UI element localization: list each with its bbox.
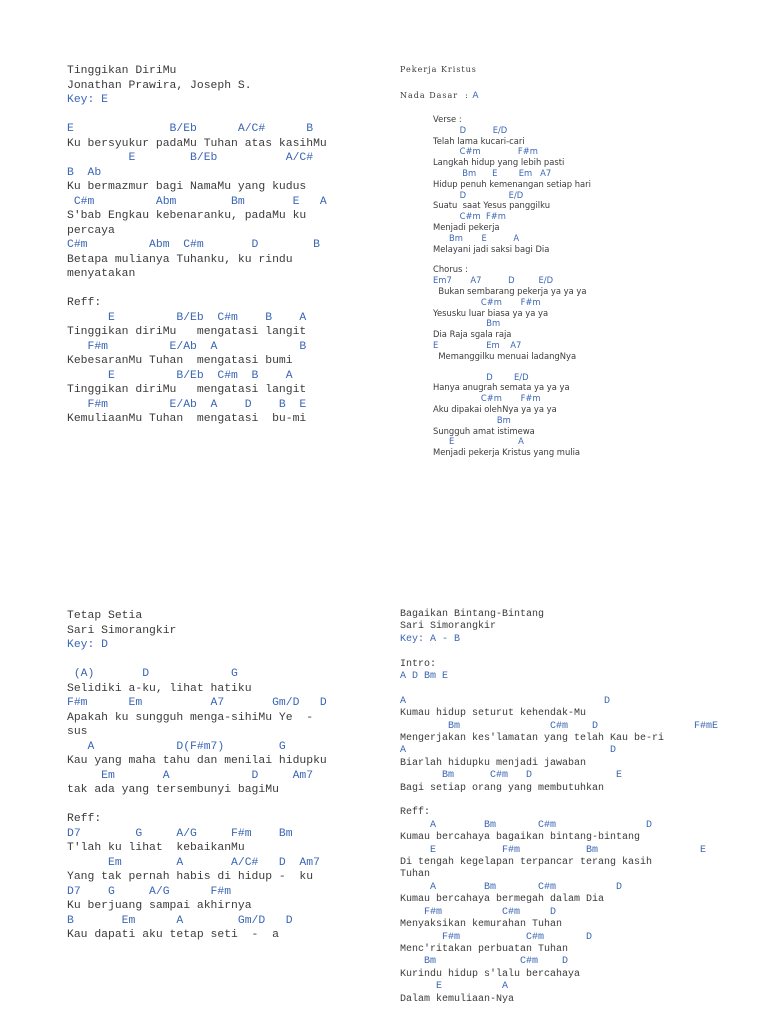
lyric-line: Bagaikan Bintang-Bintang [400, 609, 545, 620]
lyric-line: Telah lama kucari-cari [433, 135, 525, 146]
lyric-line: Hanya anugrah semata ya ya ya [433, 382, 570, 393]
lyric-line: Langkah hidup yang lebih pasti [433, 157, 565, 168]
basic-key-label: Nada Dasar : [400, 91, 469, 100]
lyric-line: Menc'ritakan perbuatan Tuhan [400, 943, 569, 955]
blank-line [433, 362, 730, 372]
blank-line [67, 282, 367, 297]
chord-line: Bm E A [433, 232, 520, 243]
lyric-line: Biarlah hidupku menjadi jawaban [400, 757, 587, 769]
lyric-line: percaya [67, 224, 115, 237]
lyric-line: Menjadi pekerja [433, 221, 500, 232]
chord-line: C#m F#m [433, 296, 541, 307]
lyric-line: Yesusku luar biasa ya ya ya [433, 307, 549, 318]
chord-line: Bm C#m D [400, 956, 569, 968]
chord-line: B Ab [67, 166, 102, 179]
lyric-line: KemuliaanMu Tuhan mengatasi bu-mi [67, 413, 307, 425]
chord-line: D E/D [433, 124, 508, 135]
song-title: Pekerja Kristus [400, 65, 477, 74]
chord-line: Em A A/C# D Am7 [67, 856, 320, 869]
lyric-line: S'bab Engkau kebenaranku, padaMu ku [67, 210, 307, 222]
lyric-line: Tinggikan DiriMu [67, 65, 177, 77]
lyric-line: Verse : [433, 114, 462, 124]
lyric-line: Tuhan [400, 869, 431, 881]
song-bagaikan-bintang [400, 609, 730, 1006]
song-pekerja-kristus [400, 64, 730, 458]
lyric-line: Kau yang maha tahu dan menilai hidupku [67, 755, 327, 767]
lyric-line: Dia Raja sgala raja [433, 329, 512, 340]
lyric-line: Yang tak pernah habis di hidup - ku [67, 871, 314, 883]
lyric-line: Reff: [67, 813, 102, 825]
chord-line: Bm [433, 414, 511, 425]
lyric-line: Tinggikan diriMu mengatasi langit [67, 326, 307, 338]
blank-line [400, 646, 730, 658]
lyric-line: Bukan sembarang pekerja ya ya ya [433, 285, 587, 296]
lyric-line: Reff: [67, 297, 102, 309]
chord-line: Key: E [67, 94, 109, 106]
lyric-line: Hidup penuh kemenangan setiap hari [433, 178, 591, 189]
lyric-line: Kurindu hidup s'lalu bercahaya [400, 968, 581, 980]
lyric-line: menyatakan [67, 268, 136, 280]
chord-line: E B/Eb C#m B A [67, 369, 293, 382]
lyric-line: Kumau bercahaya bermegah dalam Dia [400, 894, 605, 906]
chord-line: E Em A7 [433, 339, 522, 350]
chord-line: A D Bm E [400, 671, 449, 683]
chord-line: A D [400, 745, 617, 757]
song-tinggikan-dirimu [67, 64, 367, 427]
chord-line: (A) D G [67, 668, 238, 680]
lyric-line: Chorus : [433, 264, 468, 275]
chord-line: D7 G A/G F#m [67, 885, 232, 898]
chord-line: E B/Eb A/C# [67, 152, 314, 164]
lyric-line: Menjadi pekerja Kristus yang mulia [433, 447, 581, 458]
lyric-line: Reff: [400, 807, 431, 819]
chord-line: Em7 A7 D E/D [433, 275, 554, 286]
chord-line: A Bm C#m D [400, 819, 653, 831]
chord-line: F#m E/Ab A D B E [67, 398, 307, 411]
blank-line [400, 795, 730, 807]
lyric-line: Mengerjakan kes'lamatan yang telah Kau be-ri [400, 733, 665, 745]
lyric-line: Ku bermazmur bagi NamaMu yang kudus [67, 181, 307, 193]
blank-line [433, 254, 730, 264]
lyric-line: Ku berjuang sampai akhirnya [67, 900, 252, 912]
lyric-line: Menyaksikan kemurahan Tuhan [400, 919, 563, 931]
lyric-line: Sungguh amat istimewa [433, 425, 535, 436]
blank-line [400, 683, 730, 695]
song-lines [67, 609, 367, 943]
lyric-line: KebesaranMu Tuhan mengatasi bumi [67, 355, 293, 367]
chord-line: Key: D [67, 639, 109, 651]
chord-line: A D(F#m7) G [67, 740, 286, 753]
chord-line: B Em A Gm/D D [67, 914, 293, 927]
chord-line: Bm E Em A7 [433, 167, 552, 178]
lyric-line: Tetap Setia [67, 610, 143, 622]
lyric-line: Suatu saat Yesus panggilku [433, 200, 551, 211]
chord-line: C#m F#m [433, 393, 541, 404]
chord-line: E A [400, 981, 509, 993]
chord-line: D7 G A/G F#m Bm [67, 827, 293, 840]
lyric-line: Kau dapati aku tetap seti - a [67, 929, 279, 941]
lyric-line: Memanggilku menuai ladangNya [433, 350, 577, 361]
chord-line: Bm C#m D F#mE [400, 720, 719, 732]
lyric-line: Ku bersyukur padaMu Tuhan atas kasihMu [67, 137, 327, 150]
lyric-line: Selidiki a-ku, lihat hatiku [67, 682, 252, 695]
chord-line: E A [433, 436, 524, 447]
chord-line: C#m Abm Bm E A [67, 195, 327, 208]
lyric-line: Di tengah kegelapan terpancar terang kasih [400, 857, 653, 869]
chord-line: Em A D Am7 [67, 769, 314, 782]
chord-line: F#m C#m D [400, 931, 593, 943]
song-tetap-setia [67, 609, 367, 943]
chord-line: C#m F#m [433, 211, 506, 222]
song-lines [433, 114, 730, 458]
chord-line: Bm [433, 318, 501, 329]
basic-key-value: A [472, 91, 479, 101]
lyric-line: Intro: [400, 658, 437, 670]
chord-line: D E/D [433, 189, 524, 200]
lyric-line: sus [67, 726, 88, 738]
chord-line: E B/Eb C#m B A [67, 311, 307, 324]
lyric-line: Aku dipakai olehNya ya ya ya [433, 403, 557, 414]
chord-line: C#m F#m [433, 146, 538, 157]
lyric-line: Sari Simorangkir [67, 624, 177, 637]
song-lines [67, 64, 367, 427]
chord-line: C#m Abm C#m D B [67, 239, 320, 251]
basic-key [400, 90, 730, 102]
chord-line: Bm C#m D E [400, 770, 623, 782]
song-lines [400, 609, 730, 1006]
lyric-line: Sari Simorangkir [400, 621, 497, 633]
blank-line [67, 108, 367, 123]
chord-line: Key: A - B [400, 633, 461, 645]
chord-line: F#m C#m D [400, 906, 557, 918]
lyric-line: Kumau hidup seturut kehendak-Mu [400, 708, 587, 720]
blank-line [67, 798, 367, 813]
lyric-line: Bagi setiap orang yang membutuhkan [400, 782, 605, 794]
lyric-line: Dalam kemuliaan-Nya [400, 993, 515, 1005]
song-body [400, 114, 730, 458]
chord-line: F#m Em A7 Gm/D D [67, 697, 327, 709]
chord-line: E B/Eb A/C# B [67, 123, 314, 135]
blank-line [67, 653, 367, 668]
lyric-line: Tinggikan diriMu mengatasi langit [67, 384, 307, 396]
lyric-line: tak ada yang tersembunyi bagiMu [67, 784, 279, 796]
lyric-line: T'lah ku lihat kebaikanMu [67, 842, 245, 854]
lyric-line: Jonathan Prawira, Joseph S. [67, 79, 252, 92]
chord-line: E F#m Bm E [400, 844, 707, 856]
chord-line: A Bm C#m D [400, 881, 623, 893]
chord-line: F#m E/Ab A B [67, 340, 307, 353]
chord-line: A D [400, 695, 611, 707]
lyric-line: Betapa mulianya Tuhanku, ku rindu [67, 253, 293, 266]
chord-line: D E/D [433, 371, 529, 382]
lyric-line: Kumau bercahaya bagaikan bintang-bintang [400, 832, 641, 844]
lyric-line: Melayani jadi saksi bagi Dia [433, 243, 550, 254]
lyric-line: Apakah ku sungguh menga-sihiMu Ye - [67, 711, 314, 724]
